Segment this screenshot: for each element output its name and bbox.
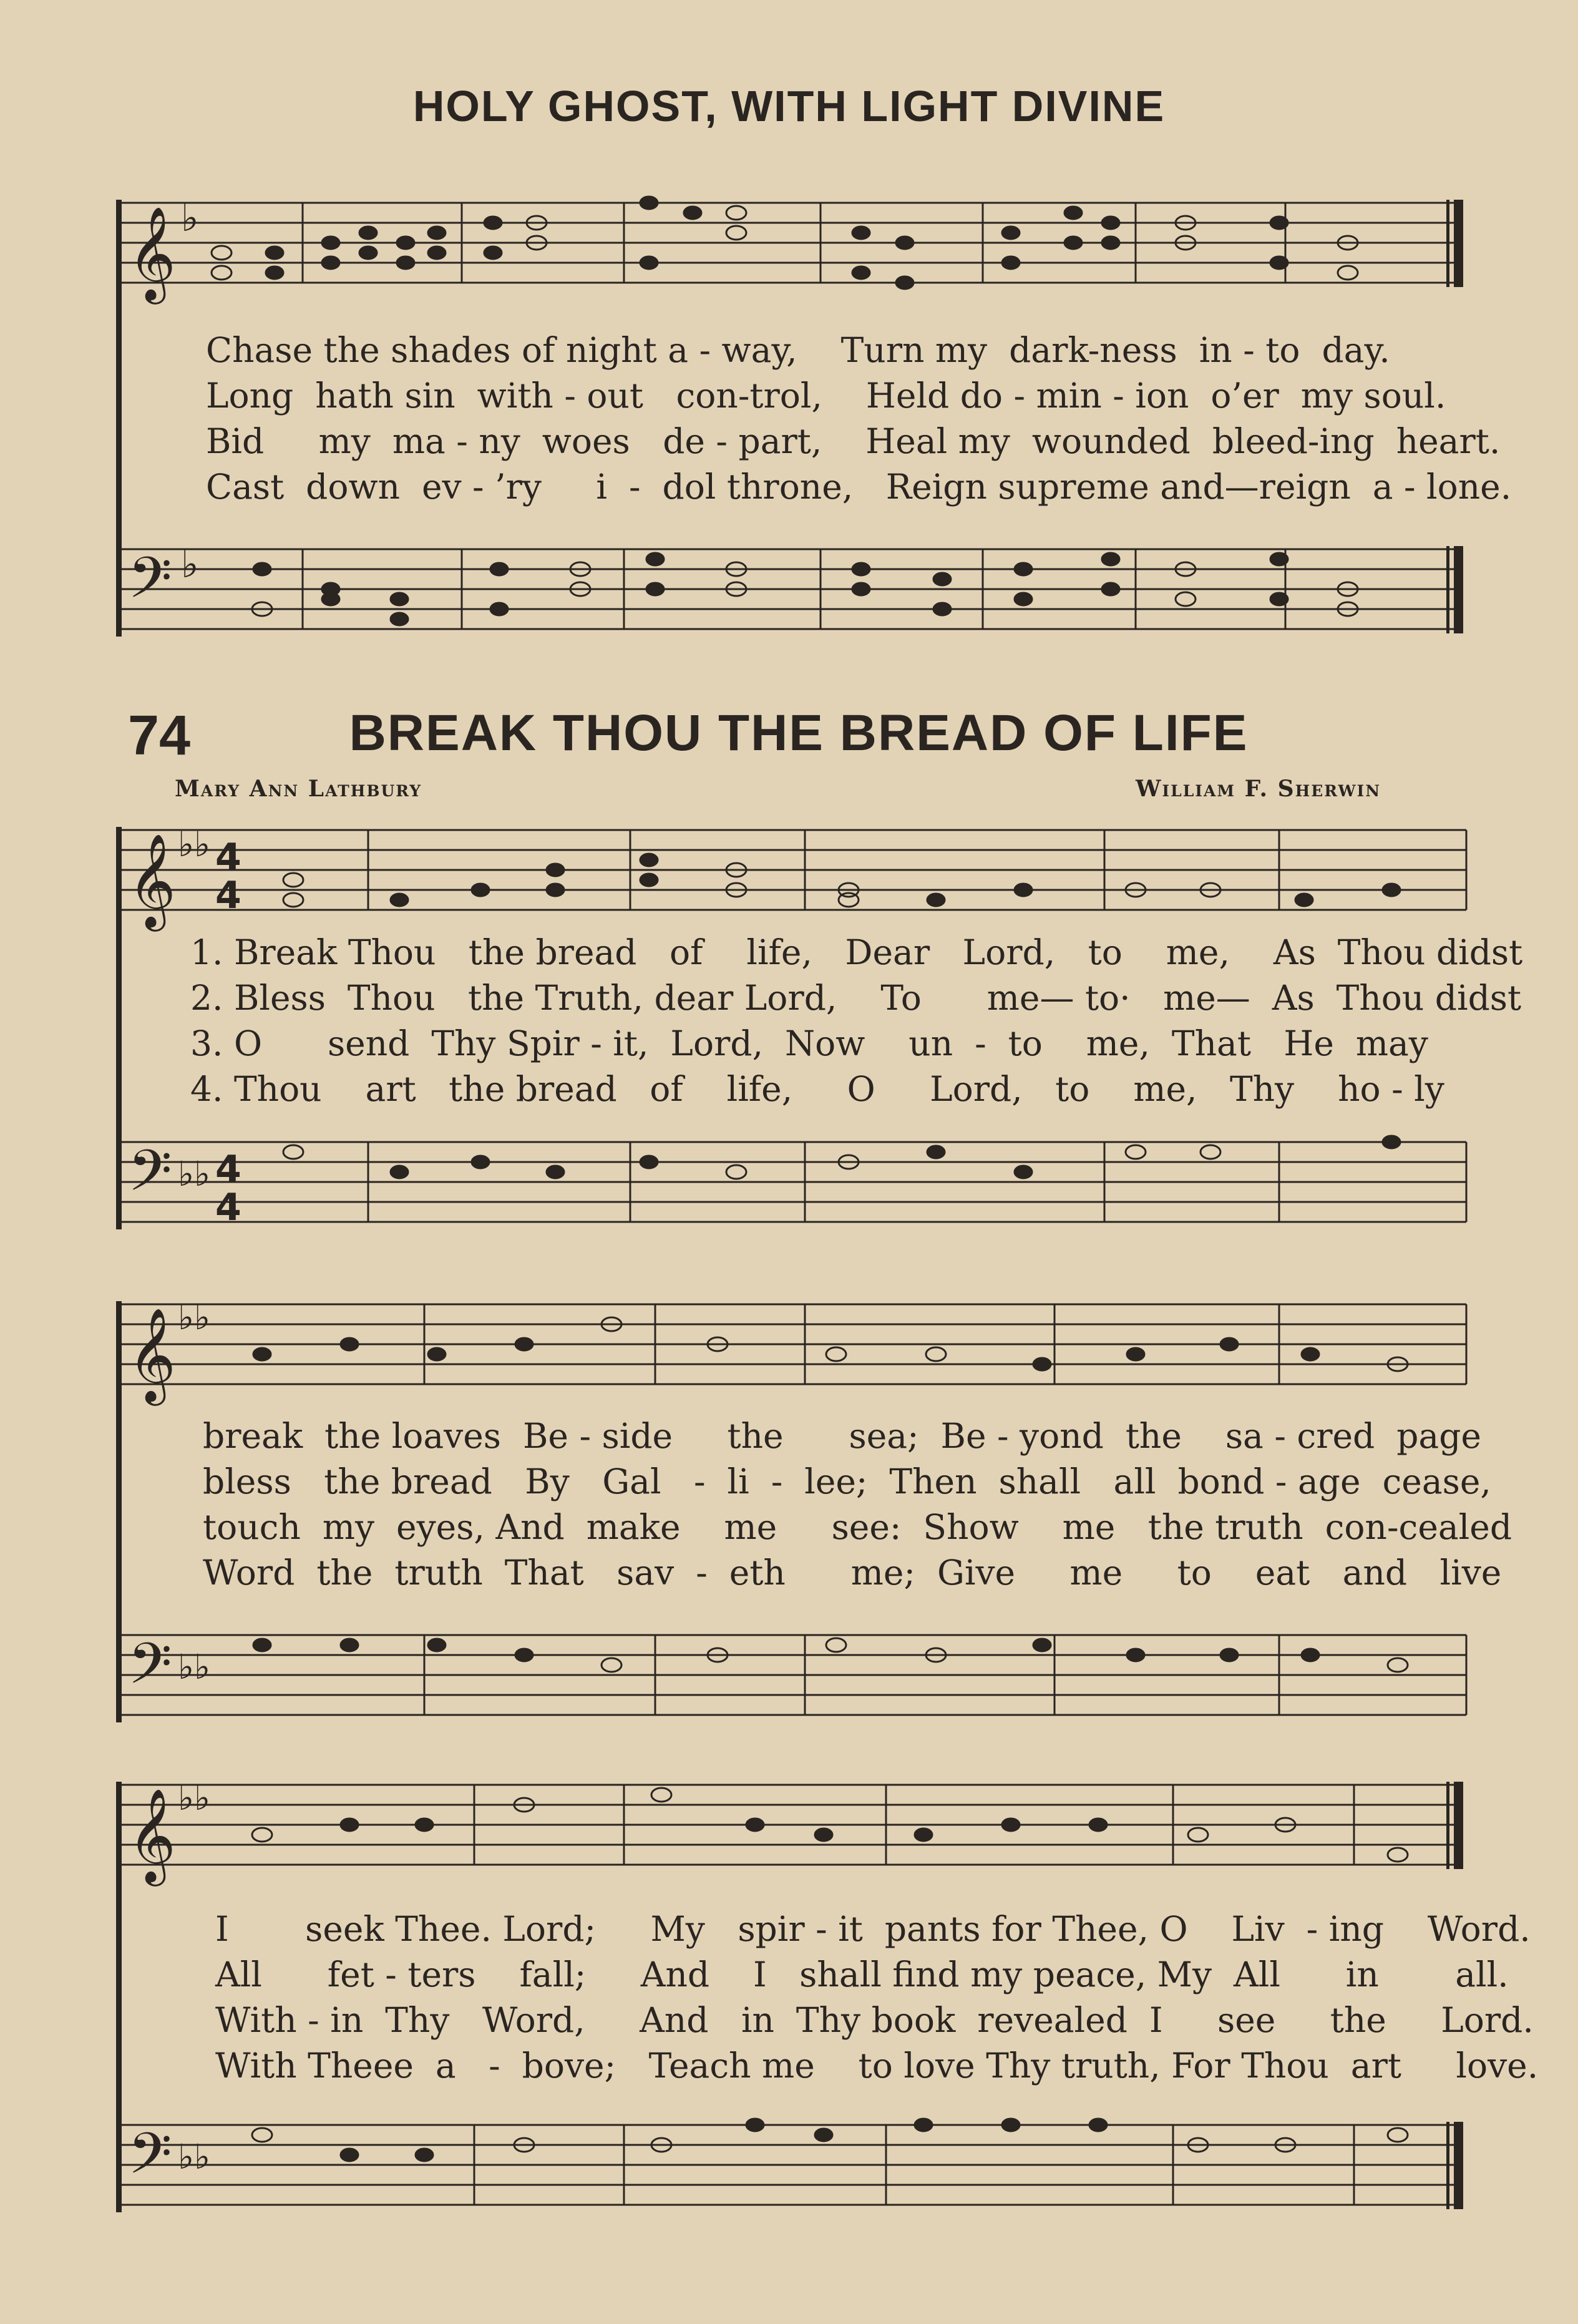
svg-text:4: 4 (215, 836, 241, 879)
verses-hymn-74-line-3 (215, 1907, 1538, 2089)
svg-text:♭♭: ♭♭ (178, 1647, 210, 1687)
verse-line: All fet - ters fall; And I shall find my peace, My All in all. (215, 1955, 1509, 1994)
lyricist-credit: Mary Ann Lathbury (175, 776, 422, 802)
hymn-number: 74 (128, 705, 191, 767)
verse-line: Chase the shades of night a - way, Turn my dark-ness in - to day. (206, 330, 1390, 370)
svg-text:𝄞: 𝄞 (128, 832, 176, 927)
verse-line: touch my eyes, And make me see: Show me the truth con-cealed (203, 1507, 1512, 1547)
svg-text:♭♭: ♭♭ (178, 1297, 210, 1337)
composer-credit: William F. Sherwin (1136, 776, 1381, 802)
bass-clef-icon: 𝄢 (128, 545, 172, 625)
svg-text:𝄞: 𝄞 (128, 1787, 176, 1882)
verse-line: Cast down ev - ’ry i - dol throne, Reign supreme and—reign a - lone. (206, 467, 1512, 507)
hymn-title-break-thou: BREAK THOU THE BREAD OF LIFE (349, 705, 1249, 761)
svg-text:𝄢: 𝄢 (128, 1631, 172, 1711)
verse-line: 3. O send Thy Spir - it, Lord, Now un - to me, That He may (190, 1023, 1428, 1063)
verse-line: With - in Thy Word, And in Thy book revealed I see the Lord. (215, 2000, 1534, 2040)
svg-text:4: 4 (215, 874, 241, 917)
verse-line: 4. Thou art the bread of life, O Lord, to me, Thy ho - ly (190, 1069, 1444, 1109)
svg-text:♭♭: ♭♭ (178, 2137, 210, 2177)
hymn-title-holy-ghost: HOLY GHOST, WITH LIGHT DIVINE (412, 82, 1166, 130)
svg-text:♭: ♭ (181, 197, 199, 240)
verse-line: 1. Break Thou the bread of life, Dear Lord, to me, As Thou didst (190, 932, 1523, 972)
verses-hymn-74-line-2 (203, 1413, 1512, 1596)
svg-text:𝄢: 𝄢 (128, 1138, 172, 1218)
svg-text:𝄢: 𝄢 (128, 2121, 172, 2200)
svg-text:♭♭: ♭♭ (178, 824, 210, 864)
svg-text:♭♭: ♭♭ (178, 1154, 210, 1194)
svg-text:♭: ♭ (181, 543, 199, 587)
svg-text:4: 4 (215, 1148, 241, 1191)
verse-line: break the loaves Be - side the sea; Be - yond the sa - cred page (203, 1416, 1481, 1456)
verse-line: I seek Thee. Lord; My spir - it pants for Thee, O Liv - ing Word. (215, 1909, 1531, 1949)
treble-clef-icon: 𝄞 (128, 205, 176, 300)
verse-line: 2. Bless Thou the Truth, dear Lord, To me— to· me— As Thou didst (190, 978, 1522, 1018)
svg-text:4: 4 (215, 1186, 241, 1229)
svg-text:𝄞: 𝄞 (128, 1307, 176, 1402)
verse-line: Word the truth That sav - eth me; Give me to eat and live (203, 1553, 1502, 1593)
svg-text:♭♭: ♭♭ (178, 1778, 210, 1818)
verse-line: Long hath sin with - out con-trol, Held do - min - ion o’er my soul. (206, 376, 1446, 416)
verse-line: bless the bread By Gal - li - lee; Then shall all bond - age cease, (203, 1462, 1491, 1501)
verses-hymn-74-line-1 (190, 930, 1522, 1112)
verse-line: With Theee a - bove; Teach me to love Thy truth, For Thou art love. (215, 2046, 1539, 2086)
verse-line: Bid my ma - ny woes de - part, Heal my wounded bleed-ing heart. (206, 421, 1501, 461)
